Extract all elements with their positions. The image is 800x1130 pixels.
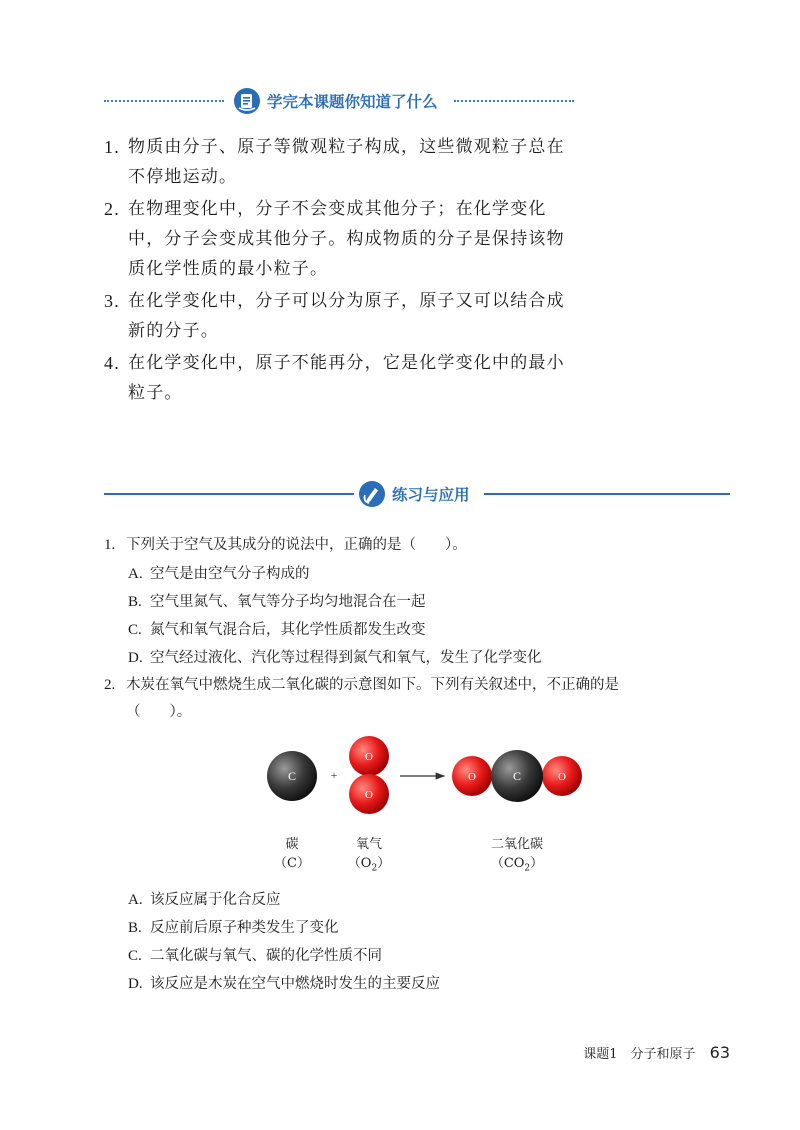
question-number: 1. <box>104 537 116 553</box>
item-number: 4. <box>104 353 120 373</box>
option-c <box>104 616 744 644</box>
question-2-options <box>104 886 744 998</box>
chapter-label: 课题1 分子和原子 <box>583 1047 696 1062</box>
option-d <box>104 970 744 998</box>
question-stem <box>104 672 744 726</box>
carbon-name: 碳 <box>285 837 299 852</box>
summary-item <box>104 348 584 408</box>
option-text: 空气是由空气分子构成的 <box>150 566 310 582</box>
divider-line-right <box>484 493 730 495</box>
option-text: 空气里氮气、氧气等分子均匀地混合在一起 <box>150 594 426 610</box>
reaction-diagram <box>250 734 600 874</box>
option-letter: C. <box>128 622 142 638</box>
item-line: 在化学变化中，分子可以分为原子，原子又可以结合成 <box>128 291 565 311</box>
option-c <box>104 942 744 970</box>
question-text: 木炭在氧气中燃烧生成二氧化碳的示意图如下。下列有关叙述中，不正确的是 <box>126 677 619 693</box>
practice-title: 练习与应用 <box>392 486 470 504</box>
dotted-divider-right <box>454 100 574 102</box>
item-number: 1. <box>104 137 120 157</box>
item-line: 物质由分子、原子等微观粒子构成，这些微观粒子总在 <box>128 137 565 157</box>
summary-item <box>104 132 584 192</box>
option-b <box>104 914 744 942</box>
option-d <box>104 644 744 672</box>
question-2 <box>104 672 744 726</box>
option-letter: D. <box>128 650 143 666</box>
option-b <box>104 588 744 616</box>
question-1 <box>104 532 744 672</box>
option-a <box>104 560 744 588</box>
summary-header <box>104 86 574 116</box>
question-text: 下列关于空气及其成分的说法中，正确的是（ ）。 <box>126 537 467 553</box>
summary-item <box>104 286 584 346</box>
dotted-divider-left <box>104 100 224 102</box>
item-number: 3. <box>104 291 120 311</box>
option-text: 二氧化碳与氧气、碳的化学性质不同 <box>150 948 382 964</box>
plus-sign: + <box>330 768 338 782</box>
reaction-svg <box>250 734 600 824</box>
option-letter: C. <box>128 948 142 964</box>
item-line: 在化学变化中，原子不能再分，它是化学变化中的最小 <box>128 353 565 373</box>
item-line: 新的分子。 <box>128 321 219 341</box>
atom-label: C <box>287 769 297 783</box>
question-number: 2. <box>104 677 116 693</box>
item-line: 粒子。 <box>128 383 183 403</box>
option-text: 该反应属于化合反应 <box>150 892 281 908</box>
co2-molecule <box>452 750 582 802</box>
carbon-atom <box>267 751 317 801</box>
option-a <box>104 886 744 914</box>
item-line: 质化学性质的最小粒子。 <box>128 259 329 279</box>
co2-name: 二氧化碳 <box>490 837 543 852</box>
oxygen-name: 氧气 <box>355 837 382 852</box>
item-line: 不停地运动。 <box>128 167 238 187</box>
option-text: 反应前后原子种类发生了变化 <box>150 920 339 936</box>
co2-formula: $(CO_2)$ <box>490 856 544 874</box>
carbon-formula: （C） <box>274 856 310 871</box>
option-text: 空气经过液化、汽化等过程得到氮气和氧气，发生了化学变化 <box>150 650 542 666</box>
summary-title: 学完本课题你知道了什么 <box>267 93 438 111</box>
item-line: 中，分子会变成其他分子。构成物质的分子是保持该物 <box>128 229 565 249</box>
option-letter: B. <box>128 594 142 610</box>
atom-label: O <box>365 751 373 763</box>
practice-header <box>104 480 730 510</box>
item-number: 2. <box>104 199 120 219</box>
option-letter: A. <box>128 892 143 908</box>
option-text: 氮气和氧气混合后，其化学性质都发生改变 <box>150 622 426 638</box>
pencil-practice-icon <box>358 480 386 508</box>
atom-label: C <box>512 769 522 783</box>
oxygen-molecule <box>349 736 389 814</box>
option-text: 该反应是木炭在空气中燃烧时发生的主要反应 <box>150 976 440 992</box>
book-review-icon <box>233 87 261 115</box>
page-number: 63 <box>709 1043 730 1062</box>
option-letter: A. <box>128 566 143 582</box>
option-letter: D. <box>128 976 143 992</box>
atom-label: O <box>468 771 476 783</box>
atom-label: O <box>365 789 373 801</box>
summary-list <box>104 132 584 410</box>
question-text: （ ）。 <box>126 704 192 720</box>
option-letter: B. <box>128 920 142 936</box>
question-stem <box>104 532 744 558</box>
page-footer <box>583 1043 730 1062</box>
oxygen-formula: $(O_2)$ <box>347 856 391 874</box>
divider-line-left <box>104 493 354 495</box>
summary-item <box>104 194 584 284</box>
atom-label: O <box>558 771 566 783</box>
item-line: 在物理变化中，分子不会变成其他分子；在化学变化 <box>128 199 547 219</box>
